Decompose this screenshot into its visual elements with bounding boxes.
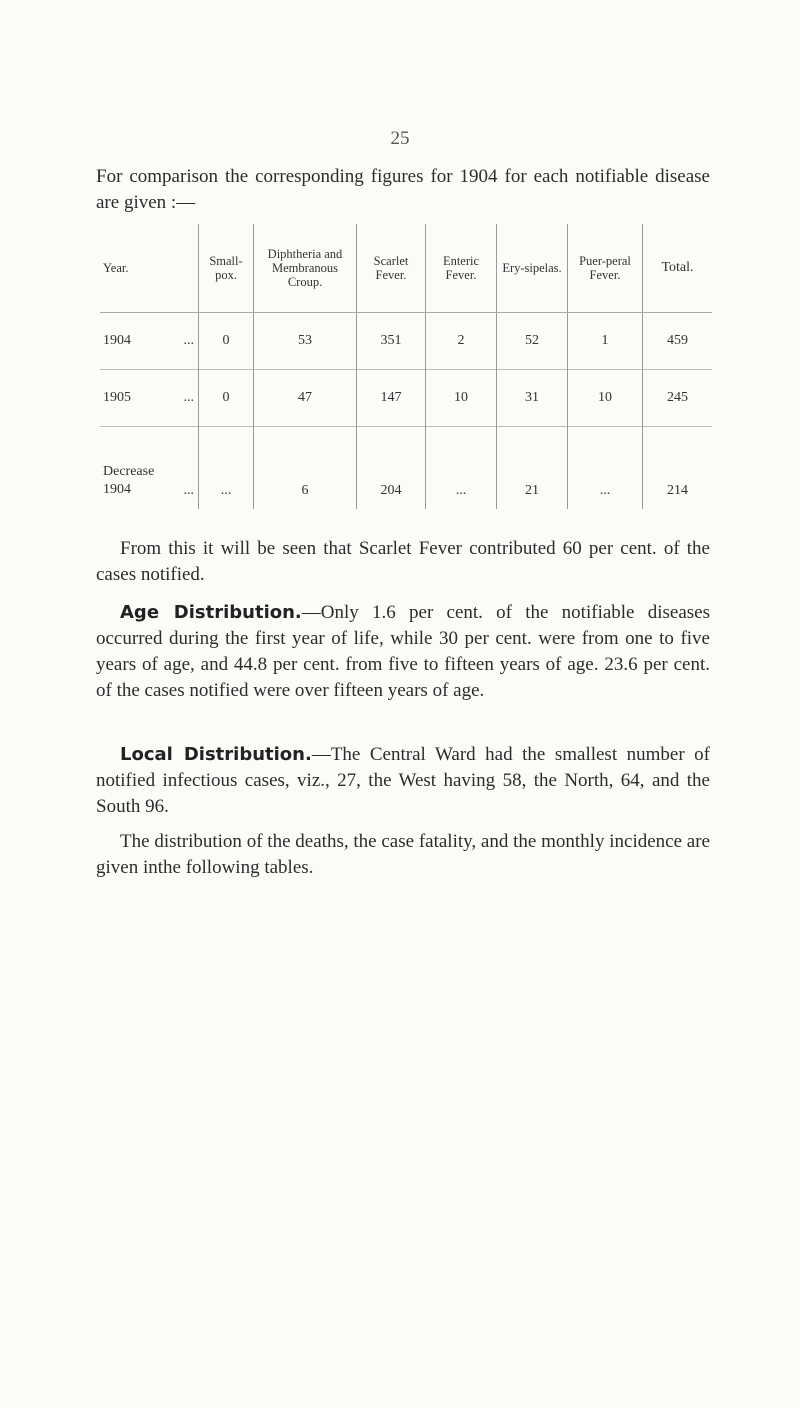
page-number: 25 xyxy=(390,128,410,149)
header-diphtheria: Diphtheria and Membranous Croup. xyxy=(254,224,357,313)
header-total: Total. xyxy=(643,224,713,313)
cell-scarlet-fever: 147 xyxy=(357,370,426,427)
header-smallpox: Small-pox. xyxy=(199,224,254,313)
age-distribution-paragraph xyxy=(96,600,710,704)
age-distribution-heading: Age Distribution. xyxy=(120,602,302,623)
cell-puerperal-fever: 10 xyxy=(568,370,643,427)
local-distribution-heading: Local Distribution. xyxy=(120,744,312,765)
cell-scarlet-fever: 351 xyxy=(357,313,426,370)
local-distribution-text: —The Central Ward had the smallest number of notified infectious cases, viz., 27, the West having 58, the North, 64, and the South 96. xyxy=(96,744,710,817)
leader-dots: ... xyxy=(183,333,194,348)
cell-diphtheria: 53 xyxy=(254,313,357,370)
header-year: Year. xyxy=(100,224,199,313)
closing-text: The distribution of the deaths, the case fatality, and the monthly incidence are given inthe following tables. xyxy=(96,831,710,878)
age-distribution-text: —Only 1.6 per cent. of the notifiable diseases occurred during the first year of life, while 30 per cent. were from one to five years of age, and 44.8 per cent. from five to fifteen years of age. 23.6 per cent. of the cases notified were over fifteen years of age. xyxy=(96,602,711,701)
cell-erysipelas: 21 xyxy=(497,427,568,510)
table-header-row xyxy=(100,224,712,313)
cell-puerperal-fever: 1 xyxy=(568,313,643,370)
row-year-label: 1905 xyxy=(103,390,131,405)
cell-smallpox: 0 xyxy=(199,313,254,370)
cell-smallpox: 0 xyxy=(199,370,254,427)
table-row xyxy=(100,313,712,370)
cell-diphtheria: 47 xyxy=(254,370,357,427)
cell-enteric-fever: 2 xyxy=(426,313,497,370)
cell-puerperal-fever: ... xyxy=(568,427,643,510)
header-scarlet-fever: Scarlet Fever. xyxy=(357,224,426,313)
cell-enteric-fever: ... xyxy=(426,427,497,510)
row-year xyxy=(100,370,199,427)
cell-erysipelas: 31 xyxy=(497,370,568,427)
row-year xyxy=(100,427,199,510)
closing-paragraph xyxy=(96,829,710,881)
row-year-label: 1904 xyxy=(103,333,131,348)
cell-total: 245 xyxy=(643,370,713,427)
cell-erysipelas: 52 xyxy=(497,313,568,370)
cell-total: 214 xyxy=(643,427,713,510)
scarlet-fever-paragraph xyxy=(96,536,710,588)
header-puerperal-fever: Puer-peral Fever. xyxy=(568,224,643,313)
local-distribution-paragraph xyxy=(96,742,710,820)
table-row xyxy=(100,427,712,510)
leader-dots: ... xyxy=(183,483,194,498)
row-year xyxy=(100,313,199,370)
header-enteric-fever: Enteric Fever. xyxy=(426,224,497,313)
header-erysipelas: Ery-sipelas. xyxy=(497,224,568,313)
table-row xyxy=(100,370,712,427)
cell-total: 459 xyxy=(643,313,713,370)
cell-scarlet-fever: 204 xyxy=(357,427,426,510)
leader-dots: ... xyxy=(183,390,194,405)
cell-smallpox: ... xyxy=(199,427,254,510)
notifiable-disease-table xyxy=(100,224,712,509)
cell-diphtheria: 6 xyxy=(254,427,357,510)
cell-enteric-fever: 10 xyxy=(426,370,497,427)
intro-text: For comparison the corresponding figures for 1904 for each notifiable disease are given :— xyxy=(96,166,710,213)
scarlet-fever-text: From this it will be seen that Scarlet Fever contributed 60 per cent. of the cases notified. xyxy=(96,538,710,585)
row-year-label: Decrease 1904 xyxy=(103,464,155,497)
